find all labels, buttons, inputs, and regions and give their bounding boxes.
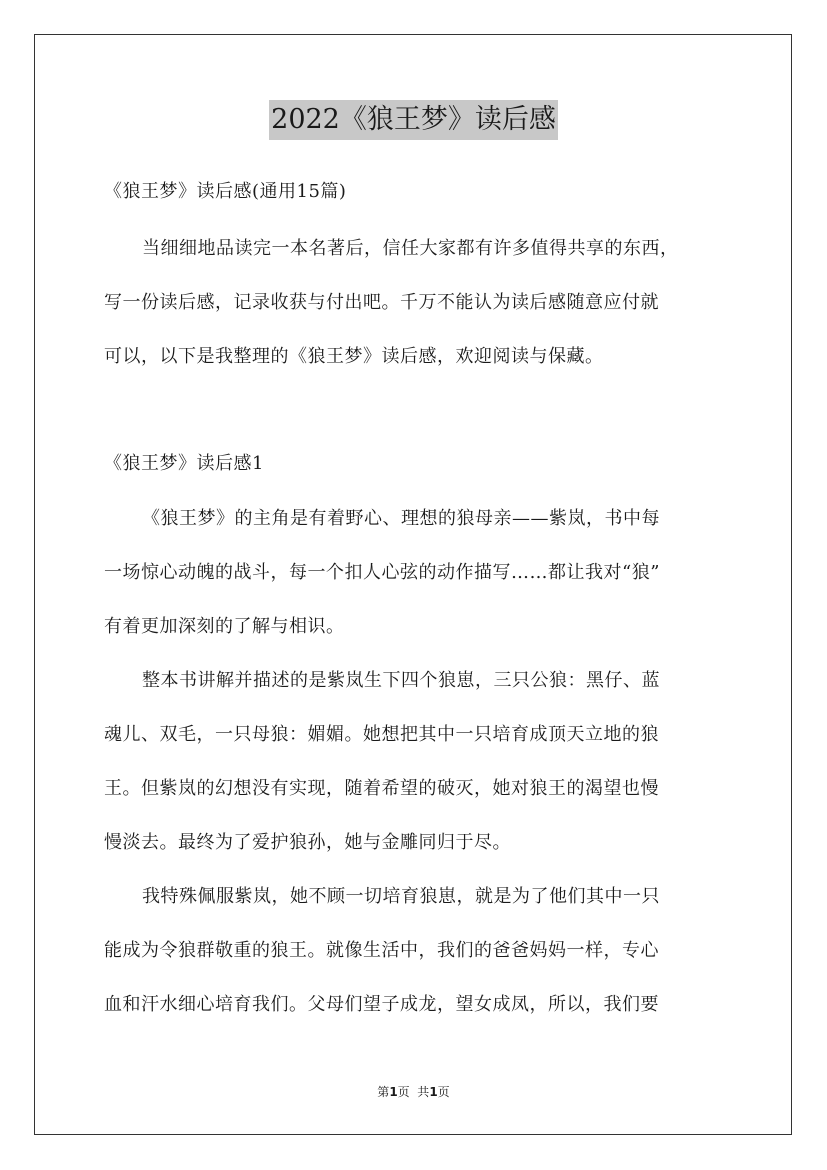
title-container — [0, 100, 827, 140]
intro-line-1: 当细细地品读完一本名著后，信任大家都有许多值得共享的东西， — [142, 238, 679, 259]
footer-page-total: 1 — [429, 1085, 438, 1099]
body-line-8: 我特殊佩服紫岚，她不顾一切培育狼崽，就是为了他们其中一只 — [142, 886, 660, 907]
footer-page-prefix: 第 — [377, 1085, 390, 1099]
section-heading: 《狼王梦》读后感1 — [104, 453, 264, 474]
footer-page-number: 1 — [389, 1085, 398, 1099]
intro-line-2: 写一份读后感，记录收获与付出吧。千万不能认为读后感随意应付就 — [104, 292, 659, 313]
body-line-5: 魂儿、双毛，一只母狼：媚媚。她想把其中一只培育成顶天立地的狼 — [104, 724, 659, 745]
body-line-4: 整本书讲解并描述的是紫岚生下四个狼崽，三只公狼：黑仔、蓝 — [142, 670, 660, 691]
document-subtitle: 《狼王梦》读后感(通用15篇) — [104, 181, 347, 202]
body-line-10: 血和汗水细心培育我们。父母们望子成龙，望女成凤，所以，我们要 — [104, 994, 659, 1015]
footer-page-suffix: 页 — [437, 1085, 450, 1099]
footer-page-mid: 页 共 — [397, 1085, 430, 1099]
body-line-7: 慢淡去。最终为了爱护狼孙，她与金雕同归于尽。 — [104, 832, 511, 853]
body-line-2: 一场惊心动魄的战斗，每一个扣人心弦的动作描写……都让我对“狼” — [104, 562, 660, 583]
body-line-9: 能成为令狼群敬重的狼王。就像生活中，我们的爸爸妈妈一样，专心 — [104, 940, 659, 961]
body-line-6: 王。但紫岚的幻想没有实现，随着希望的破灭，她对狼王的渴望也慢 — [104, 778, 659, 799]
intro-line-3: 可以，以下是我整理的《狼王梦》读后感，欢迎阅读与保藏。 — [104, 346, 604, 367]
page-footer — [0, 1083, 827, 1100]
body-line-1: 《狼王梦》的主角是有着野心、理想的狼母亲——紫岚，书中每 — [142, 508, 660, 529]
document-title: 2022《狼王梦》读后感 — [269, 100, 558, 140]
body-line-3: 有着更加深刻的了解与相识。 — [104, 616, 345, 637]
